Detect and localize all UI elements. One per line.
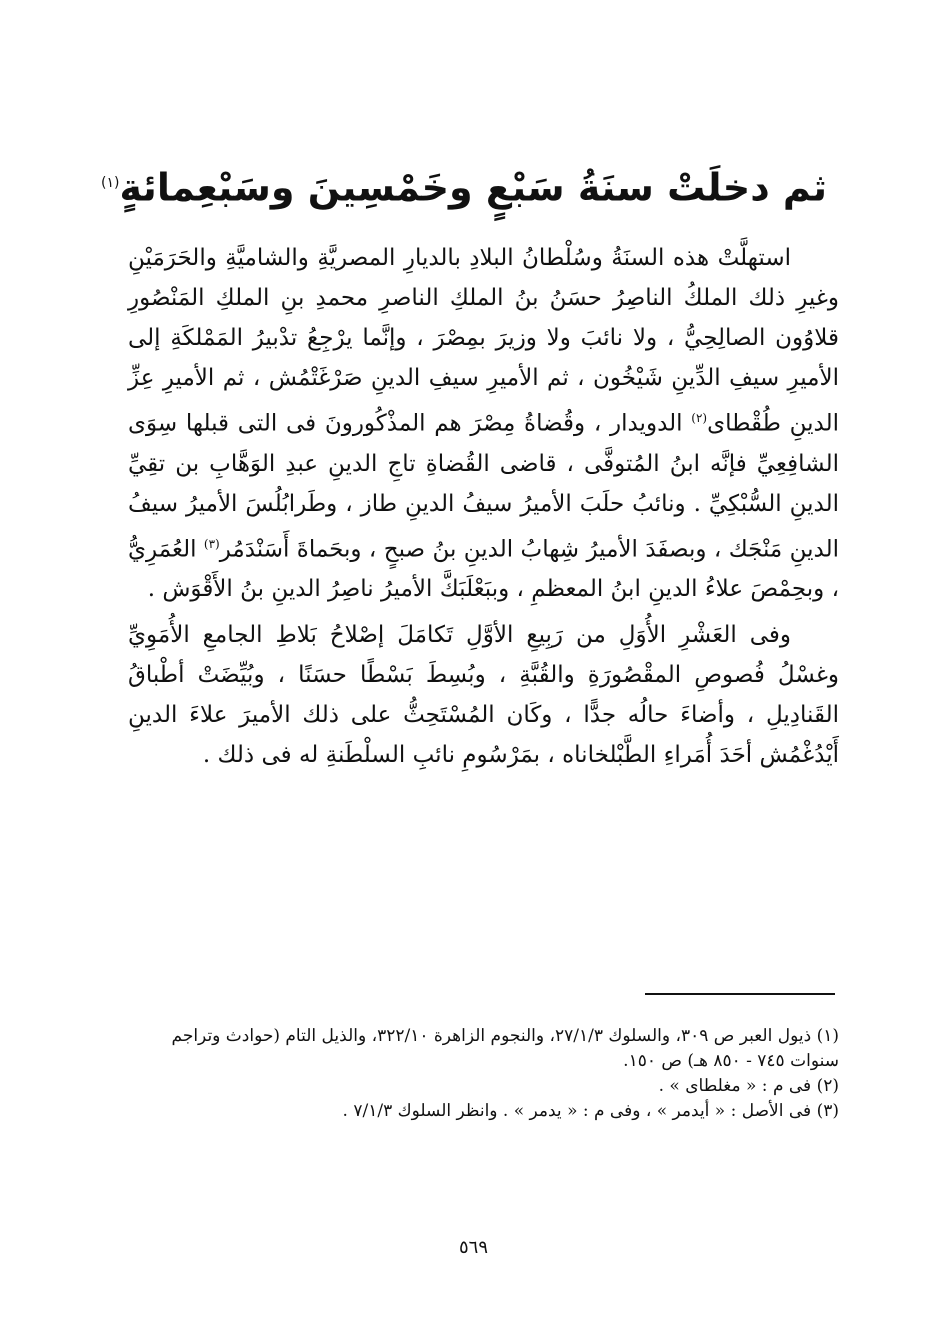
title-footnote-ref: (١) [101,175,120,192]
footnote-ref-2: (٢) [691,411,708,425]
footnote-1: (١) ذيول العبر ص ٣٠٩، والسلوك ٢٧/١/٣، والنجوم الزاهرة ٣٢٢/١٠، والذيل التام (حوادث وتراجم سنوات ٧٤٥ - ٨٥٠ هـ) ص ١٥٠. [171,1026,839,1071]
chapter-title-text: ثم دخلَتْ سنَةُ سَبْعٍ وخَمْسِينَ وسَبْعِمائةٍ [119,166,827,211]
footnote-separator [645,993,835,995]
paragraph-2 [128,615,839,775]
page-number: ٥٦٩ [458,1237,488,1258]
footnote-3: (٣) فى الأصل : « أيدمر » ، وفى م : « يدمر » . وانظر السلوك ٧/١/٣ . [342,1101,839,1121]
footnote-2: (٢) فى م : « مغلطاى » . [658,1076,839,1096]
chapter-title [101,153,827,218]
paragraph-1-part-2: الدويدار ، وقُضاةُ مِصْرَ هم المذْكُورونَ فى التى قبلها سِوَى الشافِعِيِّ فإنَّه ابنُ المُتوفَّى ، قاضى القُضاةِ تاجِ الدينِ عبدِ الوَهَّابِ بن تقِيِّ الدينِ السُّبْكِيِّ . ونائبُ حلَبَ الأميرُ سيفُ الدينِ طاز ، وطَرابُلُسَ الأميرُ سيفُ الدينِ مَنْجَك ، وبصفَدَ الأميرُ شِهابُ الدينِ بنُ صبحٍ ، وبحَماةَ أَسَنْدَمُر [128,410,840,563]
main-text [128,238,839,775]
paragraph-2-text: وفى العَشْرِ الأُوَلِ من رَبِيعِ الأوَّلِ تَكامَلَ إصْلاحُ بَلاطِ الجامعِ الأُمَوِيِّ وغسْلُ فُصوصِ المقْصُورَةِ والقُبَّةِ ، وبُسِطَ بَسْطًا حسَنًا ، وبُيِّضَتْ أطْباقُ القَنادِيلِ ، وأضاءَ حالُه جدًّا ، وكَان المُسْتَحِثُّ على ذلك الأميرَ علاءَ الدينِ أَيْدُغْمُش أحَدَ أُمَراءِ الطَّبْلخاناه ، بمَرْسُومِ نائبِ السلْطَنةِ له فى ذلك . [128,622,839,769]
paragraph-1-part-3: العُمَرِيُّ ، وبحِمْصَ علاءُ الدينِ ابنُ المعظمِ ، وببَعْلَبَكَّ الأميرُ ناصِرُ الدينِ بنُ الأَقْوَش . [128,536,839,603]
footnotes [128,1024,839,1124]
paragraph-1 [128,238,839,609]
paragraph-1-part-1: استهلَّتْ هذه السنَةُ وسُلْطانُ البلادِ بالديارِ المصريَّةِ والشاميَّةِ والحَرَمَيْنِ وغيرِ ذلك الملكُ الناصِرُ حسَنُ بنُ الملكِ الناصرِ محمدِ بنِ الملكِ المَنْصُورِ قلاوُون الصالِحِيُّ ، ولا نائبَ ولا وزيرَ بمِصْرَ ، وإنَّما يرْجِعُ تدْبيرُ المَمْلكَةِ إلى الأميرِ سيفِ الدِّينِ شَيْخُون ، ثم الأميرِ سيفِ الدينِ صَرْغَتْمُش ، ثم الأميرِ عِزِّ الدينِ طُقْطاى [128,245,840,437]
footnote-ref-3: (٣) [203,536,220,551]
